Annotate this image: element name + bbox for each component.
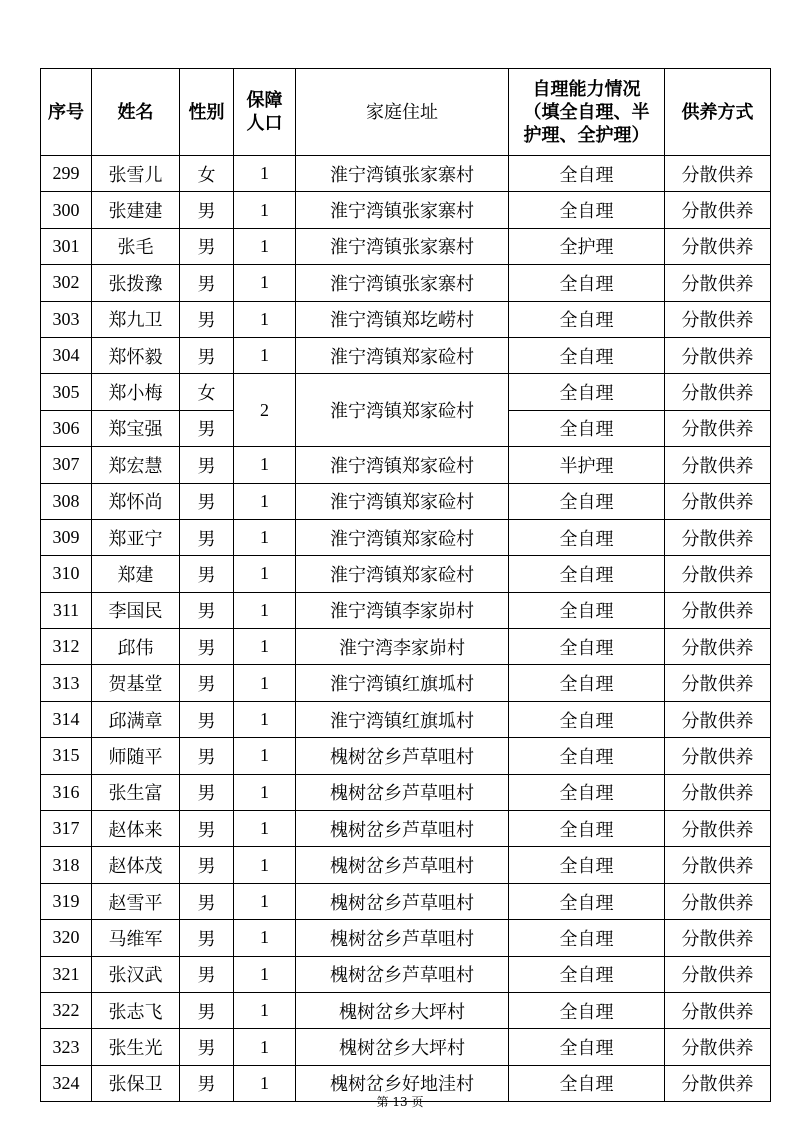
- cell-seq: 319: [41, 883, 92, 919]
- cell-support: 分散供养: [665, 592, 771, 628]
- cell-gender: 男: [180, 847, 234, 883]
- header-address: 家庭住址: [296, 69, 509, 156]
- cell-pop: 1: [234, 811, 296, 847]
- cell-ability: 全自理: [509, 1065, 665, 1101]
- cell-ability: 全自理: [509, 192, 665, 228]
- table-row: [41, 920, 771, 956]
- cell-seq: 324: [41, 1065, 92, 1101]
- cell-gender: 男: [180, 337, 234, 373]
- table-row: [41, 847, 771, 883]
- table-row: [41, 374, 771, 410]
- cell-support: 分散供养: [665, 192, 771, 228]
- cell-ability: 全自理: [509, 1029, 665, 1065]
- cell-address: 槐树岔乡芦草咀村: [296, 774, 509, 810]
- cell-pop: 1: [234, 883, 296, 919]
- cell-ability: 全自理: [509, 301, 665, 337]
- table-row: [41, 738, 771, 774]
- cell-pop: 1: [234, 920, 296, 956]
- table-row: [41, 556, 771, 592]
- cell-pop: 1: [234, 447, 296, 483]
- cell-ability: 全自理: [509, 847, 665, 883]
- cell-seq: 311: [41, 592, 92, 628]
- table-row: [41, 483, 771, 519]
- cell-gender: 男: [180, 811, 234, 847]
- cell-support: 分散供养: [665, 228, 771, 264]
- cell-address: 淮宁湾李家峁村: [296, 629, 509, 665]
- cell-gender: 男: [180, 592, 234, 628]
- cell-address: 淮宁湾镇郑家硷村: [296, 483, 509, 519]
- cell-gender: 男: [180, 1065, 234, 1101]
- cell-ability: 全护理: [509, 228, 665, 264]
- cell-gender: 男: [180, 228, 234, 264]
- cell-pop: 1: [234, 956, 296, 992]
- cell-pop: 1: [234, 847, 296, 883]
- cell-support: 分散供养: [665, 301, 771, 337]
- cell-address: 槐树岔乡芦草咀村: [296, 811, 509, 847]
- cell-support: 分散供养: [665, 883, 771, 919]
- cell-address: 槐树岔乡大坪村: [296, 1029, 509, 1065]
- cell-ability: 半护理: [509, 447, 665, 483]
- cell-pop: 1: [234, 556, 296, 592]
- cell-ability: 全自理: [509, 556, 665, 592]
- cell-gender: 男: [180, 519, 234, 555]
- cell-address: 淮宁湾镇郑家硷村: [296, 556, 509, 592]
- cell-ability: 全自理: [509, 738, 665, 774]
- table-row: [41, 447, 771, 483]
- cell-seq: 307: [41, 447, 92, 483]
- cell-address: 淮宁湾镇郑家硷村: [296, 337, 509, 373]
- cell-address: 槐树岔乡好地洼村: [296, 1065, 509, 1101]
- cell-name: 赵体茂: [92, 847, 180, 883]
- table-row: [41, 156, 771, 192]
- cell-ability: 全自理: [509, 701, 665, 737]
- cell-gender: 男: [180, 774, 234, 810]
- cell-seq: 308: [41, 483, 92, 519]
- cell-gender: 男: [180, 447, 234, 483]
- cell-support: 分散供养: [665, 811, 771, 847]
- cell-gender: 男: [180, 738, 234, 774]
- table-row: [41, 301, 771, 337]
- cell-name: 师随平: [92, 738, 180, 774]
- table-row: [41, 519, 771, 555]
- cell-support: 分散供养: [665, 519, 771, 555]
- cell-support: 分散供养: [665, 701, 771, 737]
- cell-address: 槐树岔乡芦草咀村: [296, 956, 509, 992]
- cell-name: 郑亚宁: [92, 519, 180, 555]
- table-row: [41, 629, 771, 665]
- cell-gender: 男: [180, 665, 234, 701]
- cell-seq: 321: [41, 956, 92, 992]
- cell-ability: 全自理: [509, 519, 665, 555]
- cell-address: 槐树岔乡芦草咀村: [296, 883, 509, 919]
- cell-pop: 2: [234, 374, 296, 447]
- cell-address: 淮宁湾镇张家寨村: [296, 265, 509, 301]
- cell-name: 张毛: [92, 228, 180, 264]
- cell-seq: 316: [41, 774, 92, 810]
- cell-address: 淮宁湾镇张家寨村: [296, 228, 509, 264]
- cell-seq: 303: [41, 301, 92, 337]
- cell-name: 马维军: [92, 920, 180, 956]
- cell-seq: 299: [41, 156, 92, 192]
- cell-seq: 301: [41, 228, 92, 264]
- cell-pop: 1: [234, 519, 296, 555]
- cell-support: 分散供养: [665, 483, 771, 519]
- cell-support: 分散供养: [665, 1029, 771, 1065]
- cell-support: 分散供养: [665, 738, 771, 774]
- cell-address: 淮宁湾镇郑家硷村: [296, 374, 509, 447]
- table-row: [41, 228, 771, 264]
- cell-pop: 1: [234, 265, 296, 301]
- cell-pop: 1: [234, 992, 296, 1028]
- cell-pop: 1: [234, 483, 296, 519]
- cell-name: 郑九卫: [92, 301, 180, 337]
- cell-name: 郑怀毅: [92, 337, 180, 373]
- table-row: [41, 265, 771, 301]
- cell-address: 槐树岔乡芦草咀村: [296, 738, 509, 774]
- header-seq: 序号: [41, 69, 92, 156]
- cell-support: 分散供养: [665, 847, 771, 883]
- cell-address: 淮宁湾镇红旗坬村: [296, 665, 509, 701]
- cell-address: 淮宁湾镇张家寨村: [296, 192, 509, 228]
- cell-ability: 全自理: [509, 811, 665, 847]
- cell-name: 邱伟: [92, 629, 180, 665]
- cell-gender: 男: [180, 265, 234, 301]
- header-name: 姓名: [92, 69, 180, 156]
- cell-pop: 1: [234, 665, 296, 701]
- cell-seq: 309: [41, 519, 92, 555]
- cell-address: 淮宁湾镇郑家硷村: [296, 519, 509, 555]
- header-ability: 自理能力情况（填全自理、半护理、全护理）: [509, 69, 665, 156]
- cell-ability: 全自理: [509, 774, 665, 810]
- relief-roster-table: [40, 68, 771, 1102]
- cell-name: 张建建: [92, 192, 180, 228]
- table-row: [41, 1029, 771, 1065]
- cell-name: 张生光: [92, 1029, 180, 1065]
- cell-support: 分散供养: [665, 156, 771, 192]
- cell-gender: 男: [180, 483, 234, 519]
- cell-seq: 320: [41, 920, 92, 956]
- cell-ability: 全自理: [509, 883, 665, 919]
- cell-support: 分散供养: [665, 374, 771, 410]
- cell-seq: 317: [41, 811, 92, 847]
- cell-seq: 322: [41, 992, 92, 1028]
- cell-name: 郑怀尚: [92, 483, 180, 519]
- cell-seq: 313: [41, 665, 92, 701]
- cell-gender: 男: [180, 192, 234, 228]
- cell-support: 分散供养: [665, 1065, 771, 1101]
- cell-support: 分散供养: [665, 556, 771, 592]
- cell-seq: 305: [41, 374, 92, 410]
- cell-name: 张保卫: [92, 1065, 180, 1101]
- cell-seq: 304: [41, 337, 92, 373]
- cell-seq: 300: [41, 192, 92, 228]
- cell-ability: 全自理: [509, 992, 665, 1028]
- cell-name: 郑宝强: [92, 410, 180, 446]
- cell-name: 邱满章: [92, 701, 180, 737]
- cell-gender: 男: [180, 410, 234, 446]
- page-number: 第 13 页: [376, 1095, 424, 1109]
- cell-ability: 全自理: [509, 410, 665, 446]
- cell-name: 郑宏慧: [92, 447, 180, 483]
- cell-seq: 323: [41, 1029, 92, 1065]
- cell-address: 淮宁湾镇郑圪崂村: [296, 301, 509, 337]
- cell-seq: 306: [41, 410, 92, 446]
- cell-gender: 男: [180, 701, 234, 737]
- table-row: [41, 701, 771, 737]
- cell-pop: 1: [234, 337, 296, 373]
- cell-pop: 1: [234, 629, 296, 665]
- cell-pop: 1: [234, 774, 296, 810]
- cell-gender: 男: [180, 992, 234, 1028]
- table-row: [41, 665, 771, 701]
- cell-ability: 全自理: [509, 374, 665, 410]
- cell-pop: 1: [234, 156, 296, 192]
- cell-pop: 1: [234, 1065, 296, 1101]
- table-row: [41, 992, 771, 1028]
- cell-ability: 全自理: [509, 337, 665, 373]
- table-row: [41, 811, 771, 847]
- cell-name: 赵雪平: [92, 883, 180, 919]
- cell-pop: 1: [234, 701, 296, 737]
- cell-seq: 315: [41, 738, 92, 774]
- table-row: [41, 883, 771, 919]
- cell-support: 分散供养: [665, 337, 771, 373]
- cell-support: 分散供养: [665, 410, 771, 446]
- cell-address: 淮宁湾镇郑家硷村: [296, 447, 509, 483]
- cell-name: 张雪儿: [92, 156, 180, 192]
- cell-gender: 男: [180, 1029, 234, 1065]
- cell-seq: 302: [41, 265, 92, 301]
- cell-ability: 全自理: [509, 592, 665, 628]
- cell-name: 郑小梅: [92, 374, 180, 410]
- cell-seq: 314: [41, 701, 92, 737]
- cell-support: 分散供养: [665, 665, 771, 701]
- cell-support: 分散供养: [665, 956, 771, 992]
- header-population: 保障人口: [234, 69, 296, 156]
- header-row: [41, 69, 771, 156]
- cell-ability: 全自理: [509, 483, 665, 519]
- cell-ability: 全自理: [509, 629, 665, 665]
- table-row: [41, 592, 771, 628]
- table-row: [41, 337, 771, 373]
- table-row: [41, 192, 771, 228]
- cell-address: 淮宁湾镇张家寨村: [296, 156, 509, 192]
- cell-support: 分散供养: [665, 992, 771, 1028]
- cell-support: 分散供养: [665, 447, 771, 483]
- cell-name: 张生富: [92, 774, 180, 810]
- cell-seq: 318: [41, 847, 92, 883]
- cell-support: 分散供养: [665, 265, 771, 301]
- cell-gender: 女: [180, 156, 234, 192]
- cell-ability: 全自理: [509, 665, 665, 701]
- cell-name: 郑建: [92, 556, 180, 592]
- cell-gender: 男: [180, 301, 234, 337]
- cell-pop: 1: [234, 192, 296, 228]
- cell-ability: 全自理: [509, 265, 665, 301]
- cell-gender: 男: [180, 556, 234, 592]
- header-gender: 性别: [180, 69, 234, 156]
- cell-name: 赵体来: [92, 811, 180, 847]
- cell-pop: 1: [234, 738, 296, 774]
- cell-seq: 312: [41, 629, 92, 665]
- cell-pop: 1: [234, 592, 296, 628]
- cell-name: 张拨豫: [92, 265, 180, 301]
- cell-support: 分散供养: [665, 920, 771, 956]
- cell-address: 槐树岔乡芦草咀村: [296, 920, 509, 956]
- cell-pop: 1: [234, 228, 296, 264]
- cell-gender: 男: [180, 629, 234, 665]
- cell-address: 槐树岔乡大坪村: [296, 992, 509, 1028]
- cell-name: 张汉武: [92, 956, 180, 992]
- table-row: [41, 956, 771, 992]
- cell-address: 淮宁湾镇李家峁村: [296, 592, 509, 628]
- cell-pop: 1: [234, 301, 296, 337]
- cell-ability: 全自理: [509, 956, 665, 992]
- cell-name: 李国民: [92, 592, 180, 628]
- cell-name: 贺基堂: [92, 665, 180, 701]
- cell-ability: 全自理: [509, 920, 665, 956]
- cell-pop: 1: [234, 1029, 296, 1065]
- cell-gender: 男: [180, 920, 234, 956]
- header-support: 供养方式: [665, 69, 771, 156]
- cell-gender: 男: [180, 956, 234, 992]
- cell-support: 分散供养: [665, 629, 771, 665]
- cell-seq: 310: [41, 556, 92, 592]
- cell-support: 分散供养: [665, 774, 771, 810]
- cell-address: 淮宁湾镇红旗坬村: [296, 701, 509, 737]
- table-row: [41, 774, 771, 810]
- cell-address: 槐树岔乡芦草咀村: [296, 847, 509, 883]
- cell-ability: 全自理: [509, 156, 665, 192]
- cell-gender: 男: [180, 883, 234, 919]
- cell-gender: 女: [180, 374, 234, 410]
- cell-name: 张志飞: [92, 992, 180, 1028]
